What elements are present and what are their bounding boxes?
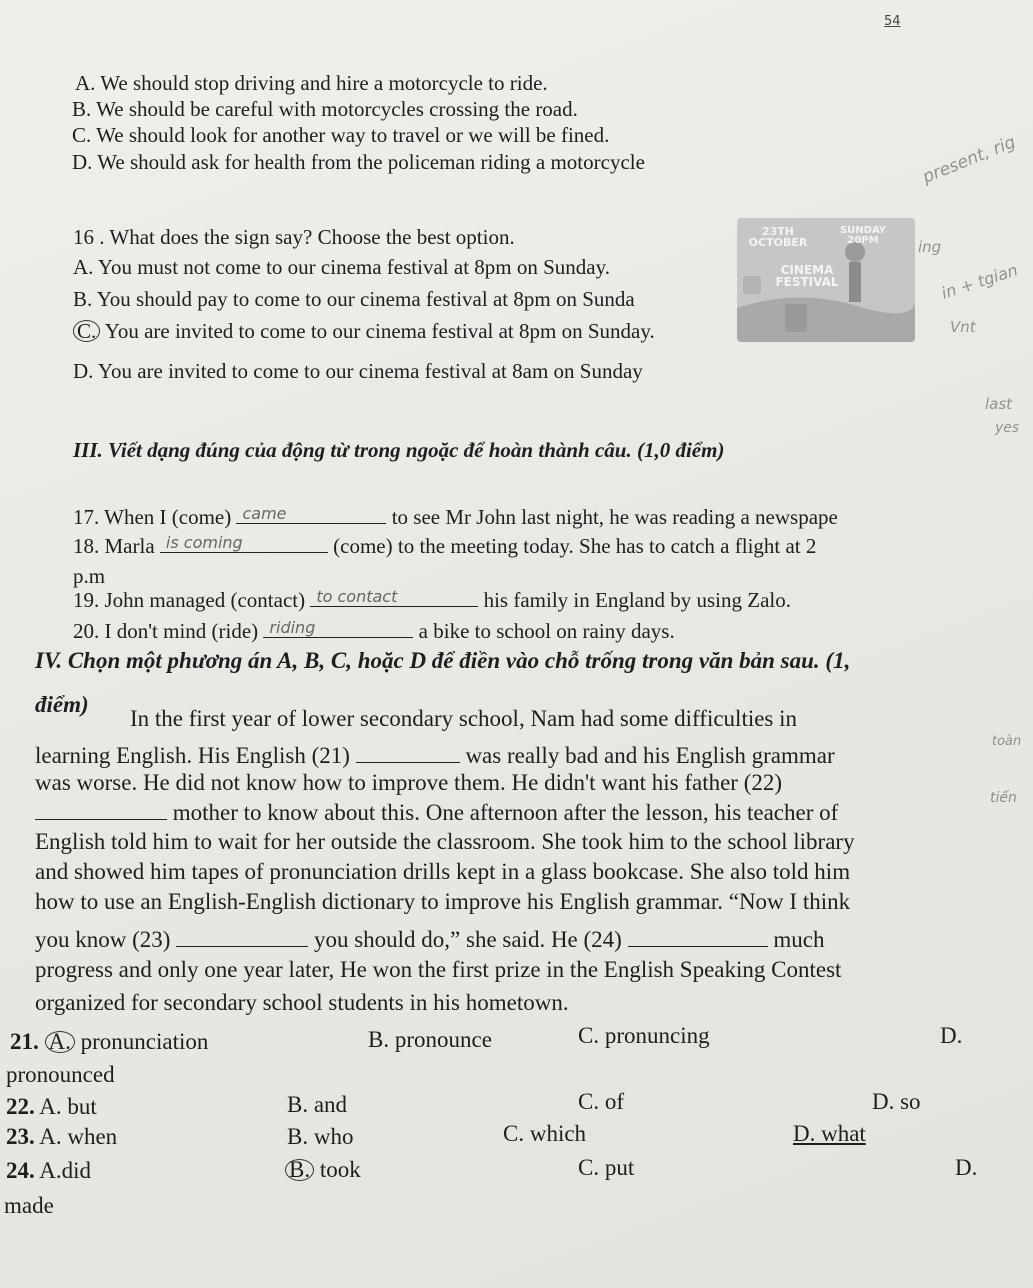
q20 [73, 617, 675, 644]
q19-prefix: 19. John managed (contact) [73, 588, 306, 612]
q16-question: 16 . What does the sign say? Choose the best option. [73, 225, 515, 249]
passage-line-8a: you know (23) [35, 927, 171, 952]
q23-option-a: A. when [39, 1124, 118, 1149]
q17-handwritten-answer: came [242, 504, 287, 523]
q21-option-a-letter: A. [45, 1031, 75, 1053]
q23-blank[interactable] [176, 926, 308, 947]
q18-continuation: p.m [73, 564, 106, 588]
q17-prefix: 17. When I (come) [73, 505, 232, 529]
q17 [73, 503, 838, 530]
q19-suffix: his family in England by using Zalo. [483, 588, 791, 612]
margin-note-5: last [985, 395, 1013, 413]
q20-suffix: a bike to school on rainy days. [418, 619, 675, 643]
q24-option-d-text: made [4, 1193, 54, 1218]
q15-option-a: A. We should stop driving and hire a motorcycle to ride. [75, 71, 548, 95]
q21-option-b: B. pronounce [368, 1027, 492, 1052]
q22-number: 22. [6, 1094, 35, 1119]
margin-note-8: tiến [990, 790, 1017, 806]
q23-option-b: B. who [287, 1124, 354, 1149]
passage-line-8c: much [773, 927, 825, 952]
section-4-heading: IV. Chọn một phương án A, B, C, hoặc D để điền vào chỗ trống trong văn bản sau. (1, [35, 648, 851, 673]
passage-line-2a: learning English. His English (21) [35, 743, 350, 768]
q18-blank[interactable] [160, 532, 328, 553]
sign-day: SUNDAY 20PM [839, 225, 886, 246]
q22-option-a: A. but [39, 1094, 97, 1119]
section-4-heading-cont: điểm) [35, 692, 89, 717]
q19-blank[interactable] [310, 586, 478, 607]
sign-title: CINEMA FESTIVAL [775, 263, 839, 289]
passage-line-2 [35, 742, 835, 769]
q23-number: 23. [6, 1124, 35, 1149]
q24-option-b-text: took [319, 1157, 361, 1182]
section-3-heading: III. Viết dạng đúng của động từ trong ngoặc để hoàn thành câu. (1,0 điểm) [73, 438, 725, 462]
q20-handwritten-answer: riding [269, 618, 316, 637]
q15-option-d: D. We should ask for health from the policeman riding a motorcycle [72, 150, 645, 174]
passage-line-6: and showed him tapes of pronunciation drills kept in a glass bookcase. She also told him [35, 859, 851, 884]
q16-option-c [73, 318, 655, 344]
q15-option-b: B. We should be careful with motorcycles crossing the road. [72, 97, 578, 121]
q22-option-b: B. and [287, 1092, 348, 1117]
q24-options [6, 1158, 91, 1184]
q21-option-d-text: pronounced [6, 1062, 115, 1087]
q20-prefix: 20. I don't mind (ride) [73, 619, 259, 643]
q21-option-a-text: pronunciation [80, 1029, 209, 1054]
passage-line-1: In the first year of lower secondary school, Nam had some difficulties in [130, 706, 798, 731]
q21-option-d-letter: D. [940, 1023, 963, 1048]
passage-line-2b: was really bad and his English grammar [465, 743, 835, 768]
margin-note-7: toàn [992, 734, 1022, 749]
q24-option-a: A.did [39, 1158, 91, 1183]
q17-suffix: to see Mr John last night, he was reading a newspape [391, 505, 838, 529]
q16-option-b: B. You should pay to come to our cinema festival at 8pm on Sunda [73, 287, 635, 311]
q17-blank[interactable] [236, 503, 386, 524]
q18-suffix: (come) to the meeting today. She has to catch a flight at 2 [333, 534, 817, 558]
page-number: 54 [884, 14, 901, 29]
q23-option-c: C. which [503, 1121, 587, 1146]
q19-handwritten-answer: to contact [316, 587, 398, 606]
passage-line-7: how to use an English-English dictionary to improve his English grammar. “Now I think [35, 889, 851, 914]
q16-option-c-text: You are invited to come to our cinema festival at 8pm on Sunday. [104, 319, 655, 343]
q24-option-c: C. put [578, 1155, 635, 1180]
q18-handwritten-answer: is coming [165, 533, 243, 552]
q16-option-d: D. You are invited to come to our cinema festival at 8am on Sunday [73, 359, 643, 383]
q24-option-d-letter: D. [955, 1155, 978, 1180]
passage-line-4-text: mother to know about this. One afternoon after the lesson, his teacher of [172, 800, 839, 825]
q23-options [6, 1124, 117, 1150]
passage-line-4 [35, 799, 838, 826]
q16-option-a: A. You must not come to our cinema festival at 8pm on Sunday. [73, 255, 610, 279]
margin-note-6: yes [995, 420, 1020, 436]
margin-note-2: ing [918, 238, 942, 256]
q22-options [6, 1094, 97, 1120]
q16-option-c-letter: C. [73, 320, 100, 342]
passage-line-3: was worse. He did not know how to improve them. He didn't want his father (22) [35, 770, 783, 795]
q24-blank[interactable] [628, 926, 768, 947]
cinema-festival-sign [737, 218, 915, 342]
passage-line-8b: you should do,” she said. He (24) [313, 927, 622, 952]
sign-date: 23TH OCTOBER [748, 225, 808, 249]
q15-option-c: C. We should look for another way to travel or we will be fined. [72, 123, 610, 147]
margin-note-1: present, rig [919, 132, 1019, 188]
passage-line-8 [35, 926, 824, 953]
q21-options [10, 1029, 208, 1055]
q18-prefix: 18. Marla [73, 534, 155, 558]
passage-line-5: English told him to wait for her outside the classroom. She took him to the school library [35, 829, 855, 854]
margin-note-4: Vnt [950, 318, 976, 336]
q24-number: 24. [6, 1158, 35, 1183]
passage-line-9: progress and only one year later, He won the first prize in the English Speaking Contest [35, 957, 842, 982]
q20-blank[interactable] [263, 617, 413, 638]
margin-note-3: in + tgian [938, 260, 1020, 303]
q22-blank[interactable] [35, 799, 167, 820]
q24-option-b-letter: B. [285, 1159, 314, 1181]
q22-option-c: C. of [578, 1089, 624, 1114]
q18 [73, 532, 816, 559]
q21-option-c: C. pronuncing [578, 1023, 710, 1048]
passage-line-10: organized for secondary school students in his hometown. [35, 990, 569, 1015]
q24-option-b [285, 1157, 361, 1183]
q21-blank[interactable] [356, 742, 460, 763]
q21-number: 21. [10, 1029, 39, 1054]
q22-option-d: D. so [872, 1089, 921, 1114]
q19 [73, 586, 791, 613]
q23-option-d: D. what [793, 1121, 866, 1146]
